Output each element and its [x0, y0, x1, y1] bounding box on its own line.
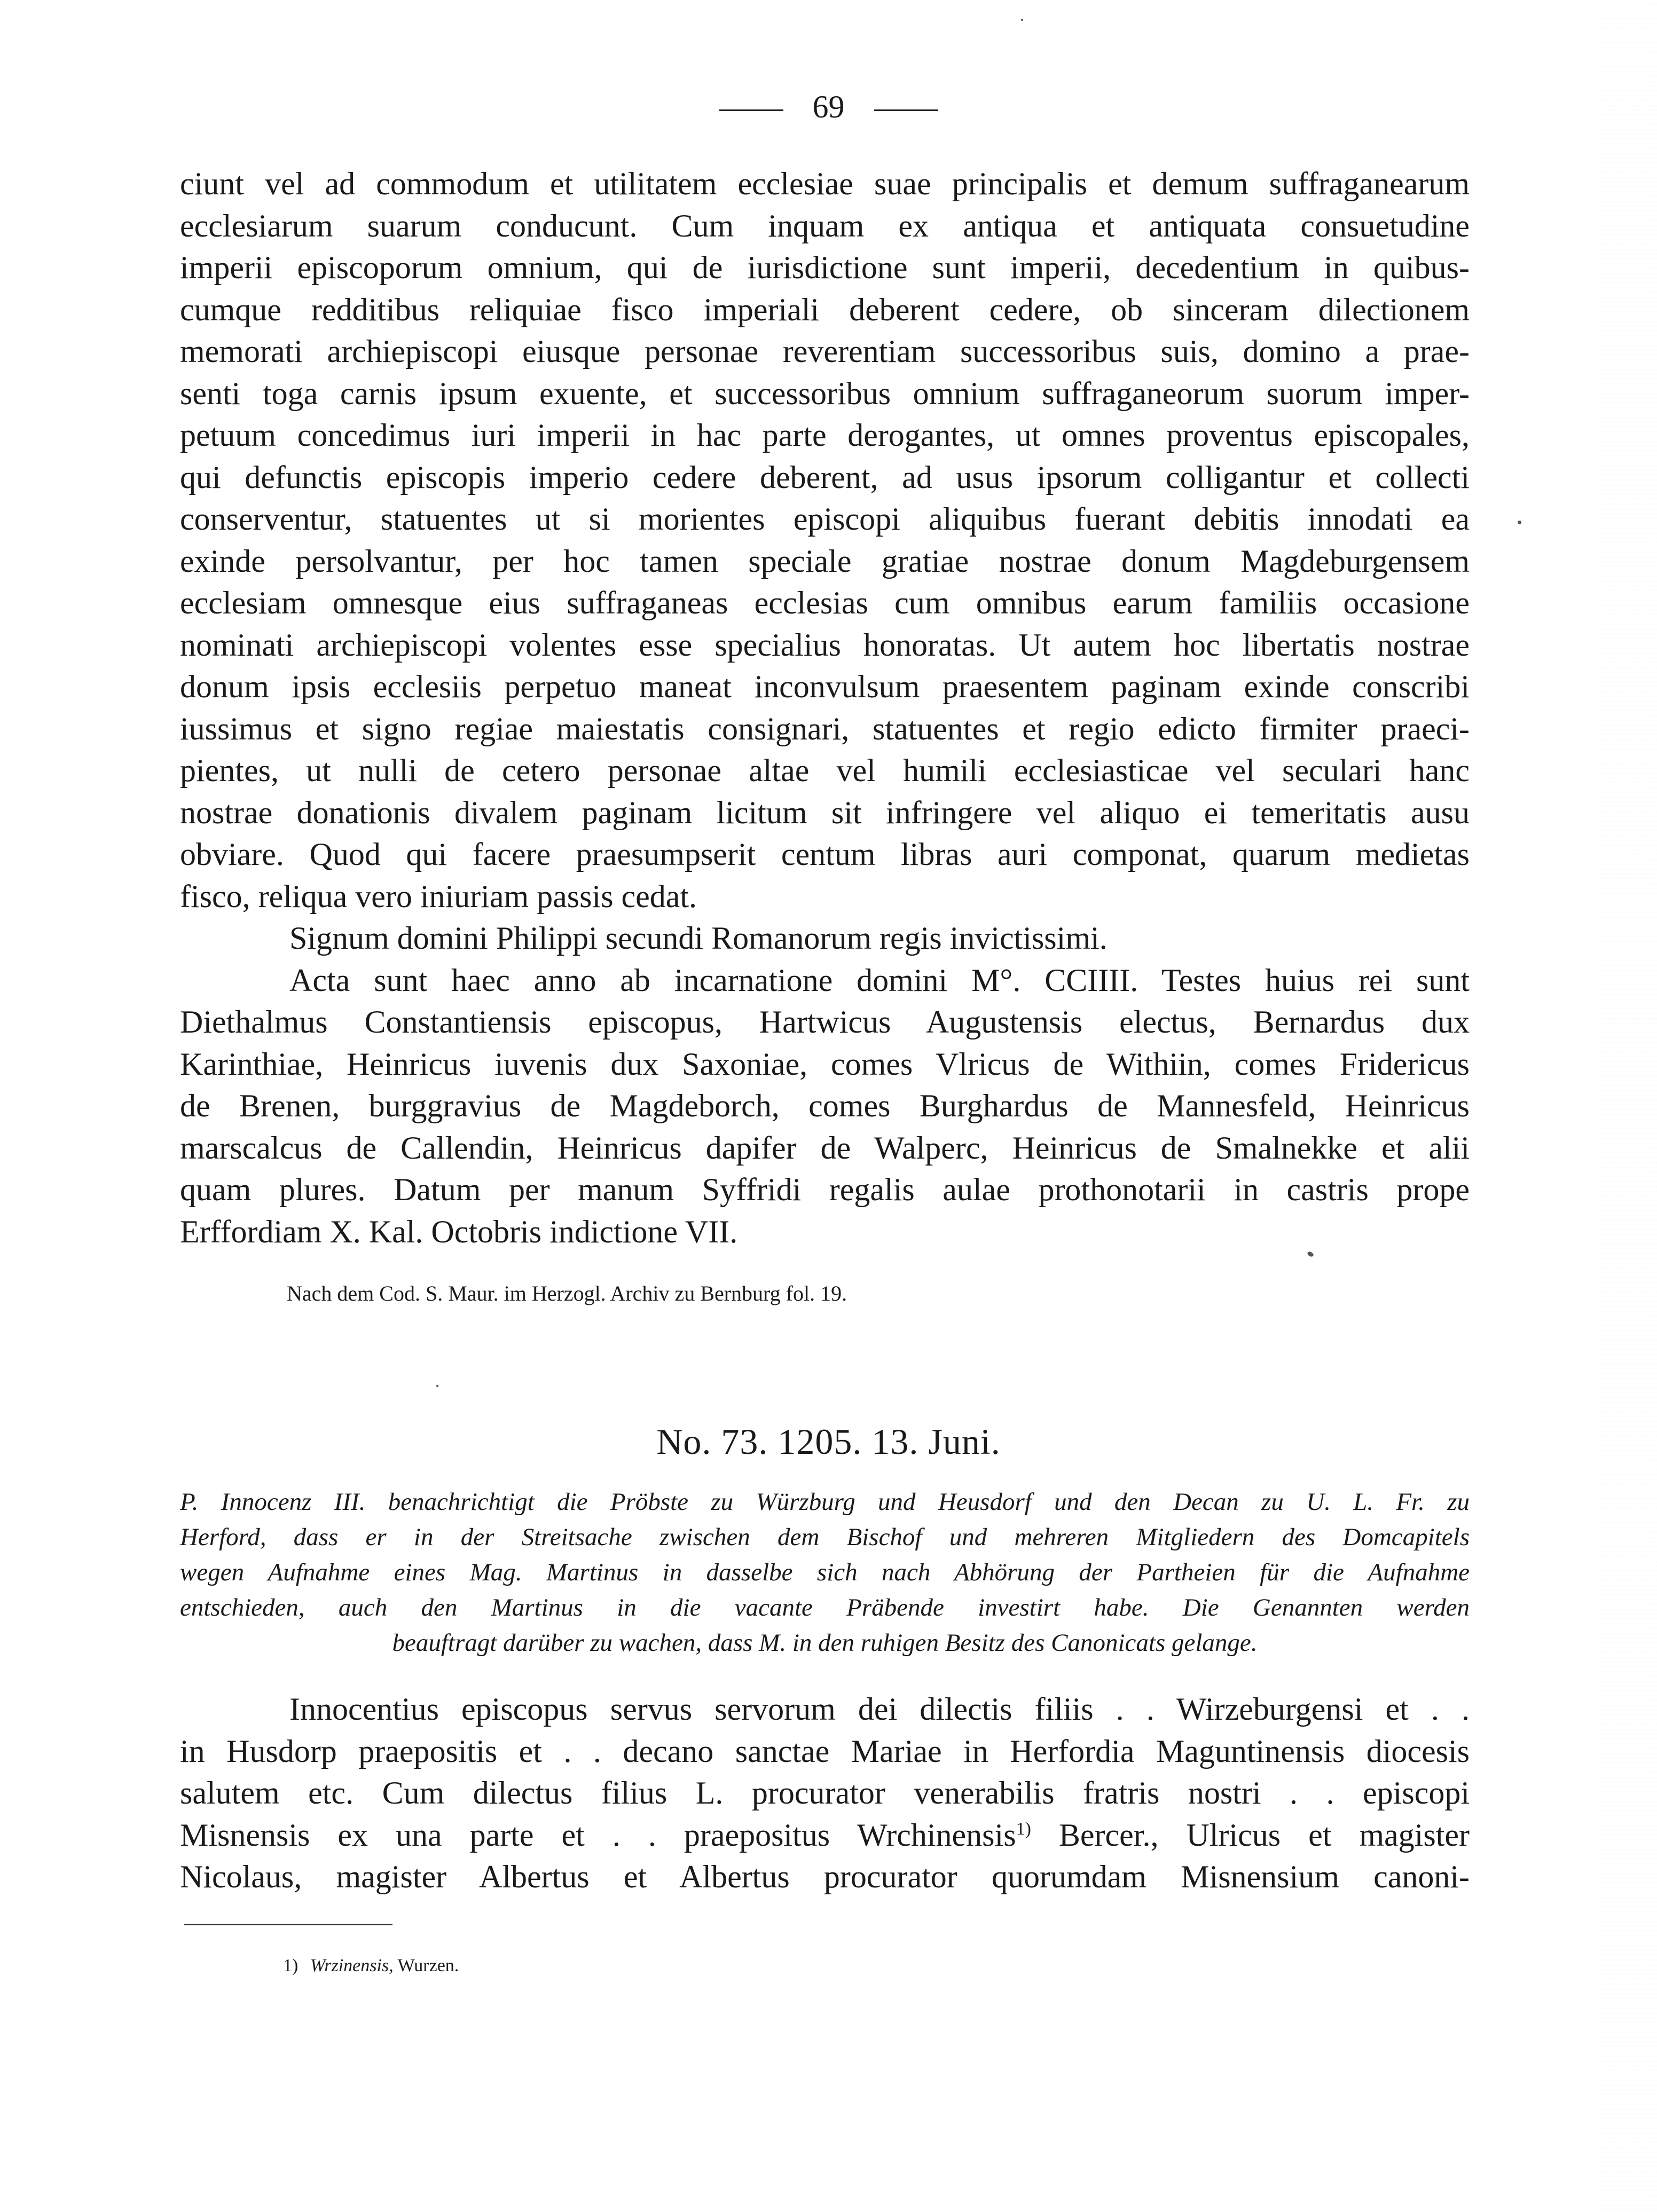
- letter-line: Nicolaus, magister Albertus et Albertus procurator quorumdam Misnensium canoni-: [180, 1859, 1470, 1894]
- summary-line: Herford, dass er in der Streitsache zwischen dem Bischof und mehreren Mitgliedern des Domcapitels: [180, 1523, 1470, 1551]
- footnote-text: Wurzen.: [393, 1956, 459, 1975]
- text-line: memorati archiepiscopi eiusque personae reverentiam successoribus suis, domino a prae-: [180, 334, 1470, 369]
- text-line: fisco, reliqua vero iniuriam passis cedat.: [180, 878, 697, 914]
- letter-line: in Husdorp praepositis et . . decano sanctae Mariae in Herfordia Maguntinensis diocesis: [180, 1733, 1470, 1769]
- letter-line: Innocentius episcopus servus servorum dei dilectis filiis . . Wirzeburgensi et . .: [289, 1691, 1470, 1727]
- text-line: qui defunctis episcopis imperio cedere deberent, ad usus ipsorum colligantur et collecti: [180, 459, 1470, 495]
- acta-line: marscalcus de Callendin, Heinricus dapifer de Walperc, Heinricus de Smalnekke et alii: [180, 1130, 1470, 1166]
- source-note: Nach dem Cod. S. Maur. im Herzogl. Archiv zu Bernburg fol. 19.: [287, 1281, 847, 1305]
- acta-line: Acta sunt haec anno ab incarnatione domini M°. CCIIII. Testes huius rei sunt: [289, 962, 1470, 998]
- summary-line: beauftragt darüber zu wachen, dass M. in den ruhigen Besitz des Canonicats gelange.: [392, 1629, 1258, 1657]
- acta-line: de Brenen, burggravius de Magdeborch, comes Burghardus de Mannesfeld, Heinricus: [180, 1088, 1470, 1123]
- signum-line: Signum domini Philippi secundi Romanorum regis invictissimi.: [289, 920, 1108, 956]
- letter-line-start: Misnensis ex una parte et . . praepositus Wrchinensis: [180, 1817, 1016, 1853]
- text-line: nostrae donationis divalem paginam licitum sit infringere vel aliquo ei temeritatis ausu: [180, 794, 1470, 830]
- summary-line: P. Innocenz III. benachrichtigt die Pröbste zu Würzburg und Heusdorf und den Decan zu U. L. Fr. zu: [180, 1488, 1470, 1516]
- text-line: ciunt vel ad commodum et utilitatem ecclesiae suae principalis et demum suffraganearum: [180, 166, 1470, 201]
- scan-edge: [1598, 0, 1657, 2212]
- acta-line: quam plures. Datum per manum Syffridi regalis aulae prothonotarii in castris prope: [180, 1172, 1470, 1207]
- letter-line: [180, 1814, 1470, 1856]
- letter-line: salutem etc. Cum dilectus filius L. procurator venerabilis fratris nostri . . episcopi: [180, 1775, 1470, 1810]
- text-line: cumque redditibus reliquiae fisco imperiali deberent cedere, ob sinceram dilectionem: [180, 292, 1470, 327]
- footnote-reference: 1): [1016, 1819, 1031, 1839]
- footnote: [283, 1954, 459, 1978]
- acta-line: Karinthiae, Heinricus iuvenis dux Saxoniae, comes Vlricus de Withiin, comes Fridericus: [180, 1046, 1470, 1082]
- header-dash-right: [874, 109, 938, 111]
- ink-speck: [1518, 521, 1521, 524]
- text-line: exinde persolvantur, per hoc tamen speciale gratiae nostrae donum Magdeburgensem: [180, 543, 1470, 579]
- acta-line: Diethalmus Constantiensis episcopus, Hartwicus Augustensis electus, Bernardus dux: [180, 1004, 1470, 1040]
- text-line: imperii episcoporum omnium, qui de iurisdictione sunt imperii, decedentium in quibus-: [180, 250, 1470, 285]
- acta-line: Erffordiam X. Kal. Octobris indictione VII.: [180, 1214, 738, 1249]
- text-line: iussimus et signo regiae maiestatis consignari, statuentes et regio edicto firmiter praeci-: [180, 711, 1470, 746]
- ink-speck: [1021, 19, 1023, 21]
- charter-text: [180, 163, 1470, 1253]
- footnote-marker: 1): [283, 1956, 299, 1975]
- text-line: ecclesiam omnesque eius suffraganeas ecclesias cum omnibus earum familiis occasione: [180, 585, 1470, 620]
- text-line: obviare. Quod qui facere praesumpserit centum libras auri componat, quarum medietas: [180, 837, 1470, 872]
- footnote-term: Wrzinensis,: [310, 1956, 394, 1975]
- document-heading: No. 73. 1205. 13. Juni.: [656, 1421, 1001, 1462]
- ink-speck: [436, 1385, 438, 1387]
- regest-summary: [180, 1484, 1470, 1660]
- footnote-rule: [184, 1924, 392, 1925]
- text-line: donum ipsis ecclesiis perpetuo maneat inconvulsum praesentem paginam exinde conscribi: [180, 669, 1470, 704]
- text-line: petuum concedimus iuri imperii in hac parte derogantes, ut omnes proventus episcopales,: [180, 418, 1470, 453]
- text-line: pientes, ut nulli de cetero personae altae vel humili ecclesiasticae vel seculari hanc: [180, 753, 1470, 788]
- text-line: ecclesiarum suarum conducunt. Cum inquam ex antiqua et antiquata consuetudine: [180, 208, 1470, 243]
- letter-line-end: Bercer., Ulricus et magister: [1031, 1817, 1470, 1853]
- letter-text: [180, 1688, 1470, 1898]
- page-number-header: [0, 88, 1657, 125]
- text-line: senti toga carnis ipsum exuente, et successoribus omnium suffraganeorum suorum imper-: [180, 375, 1470, 411]
- summary-line: wegen Aufnahme eines Mag. Martinus in dasselbe sich nach Abhörung der Partheien für die Aufnahme: [180, 1558, 1470, 1586]
- page-number: 69: [812, 89, 845, 124]
- text-line: nominati archiepiscopi volentes esse specialius honoratas. Ut autem hoc libertatis nostrae: [180, 627, 1470, 663]
- text-line: conserventur, statuentes ut si morientes episcopi aliquibus fuerant debitis innodati ea: [180, 501, 1470, 537]
- header-dash-left: [719, 109, 783, 111]
- summary-line: entschieden, auch den Martinus in die vacante Präbende investirt habe. Die Genannten werden: [180, 1594, 1470, 1621]
